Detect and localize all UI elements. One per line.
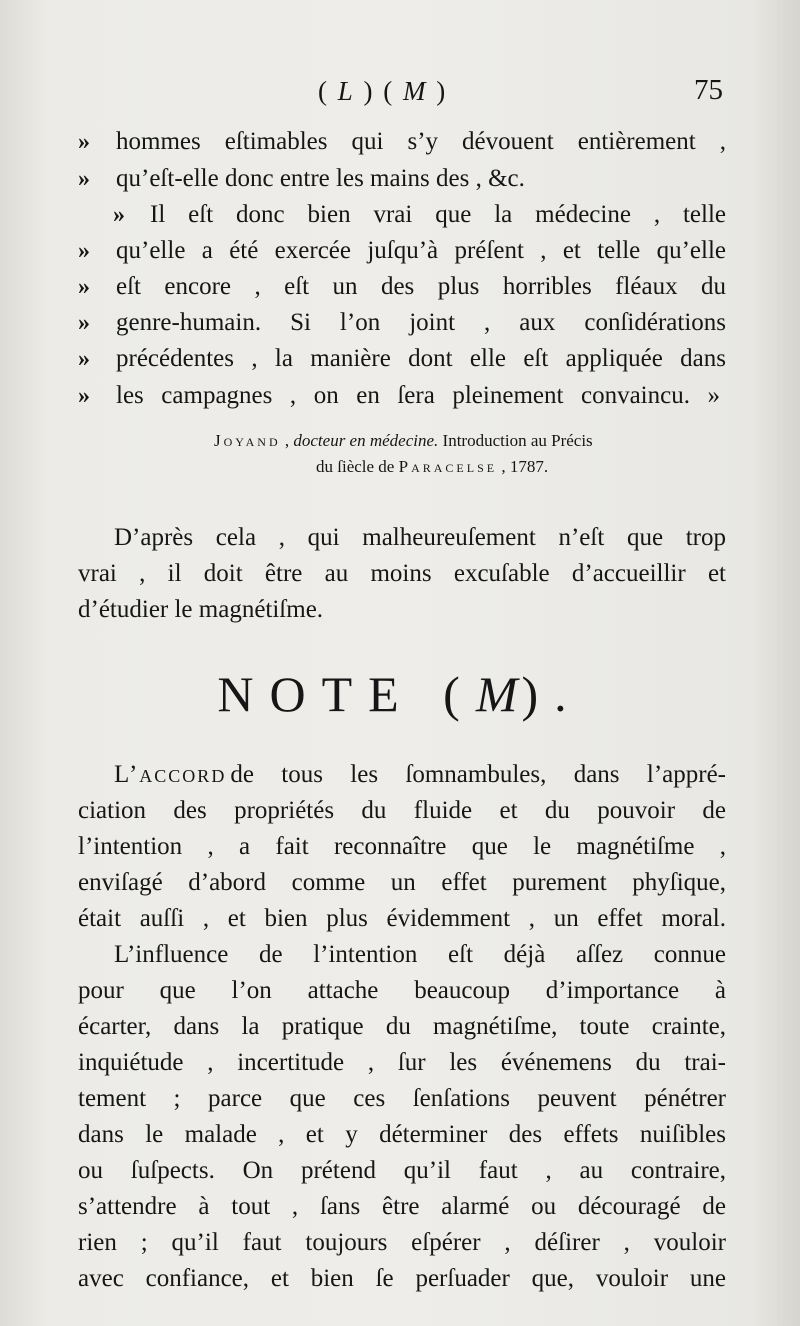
paragraph-line: pour que l’on attache beaucoup d’importance à: [78, 977, 726, 1004]
citation-author: Joyand: [214, 431, 281, 450]
quote-line: qu’eſt-elle donc entre les mains des , &c.: [116, 165, 525, 192]
page-header: [0, 72, 800, 116]
quote-line: hommes eſtimables qui s’y dévouent entièrement ,: [116, 128, 726, 155]
quote-mark: »: [78, 274, 90, 300]
paragraph-line: enviſagé d’abord comme un effet purement phyſique,: [78, 869, 726, 896]
citation-year: , 1787.: [497, 457, 549, 476]
paragraph-line: d’étudier le magnétiſme.: [78, 596, 324, 623]
running-head-m: M: [403, 76, 428, 106]
note-heading: [0, 664, 800, 724]
note-title-letter: M: [475, 666, 522, 722]
paragraph-line: avec confiance, et bien ſe perſuader que, vouloir une: [78, 1265, 726, 1292]
quote-mark: »: [78, 129, 90, 155]
quote-mark: »: [78, 166, 90, 192]
note-title-open: (: [443, 666, 476, 722]
quote-mark: »: [113, 202, 125, 228]
paragraph-line: l’intention , a fait reconnaître que le magnétiſme ,: [78, 833, 726, 860]
citation-work: Introduction au Précis: [438, 431, 593, 450]
paragraph-line: vrai , il doit être au moins excuſable d’accueillir et: [78, 560, 726, 587]
paragraph-line: tement ; parce que ces ſenſations peuvent pénétrer: [78, 1085, 726, 1112]
running-head-suffix: ): [427, 76, 448, 106]
running-head-prefix: (: [318, 76, 338, 106]
quote-line: qu’elle a été exercée juſqu’à préſent , et telle qu’elle: [116, 237, 726, 264]
paragraph-line: s’attendre à tout , ſans être alarmé ou découragé de: [78, 1193, 726, 1220]
running-head-middle: ) (: [354, 76, 404, 106]
paragraph-first-line: [114, 757, 726, 793]
paragraph-line: était auſſi , et bien plus évidemment , un effet moral.: [78, 905, 726, 932]
paragraph-line: D’après cela , qui malheureuſement n’eſt que trop: [114, 524, 726, 551]
quote-line: genre-humain. Si l’on joint , aux conſidérations: [116, 309, 726, 336]
paragraph-initial: L’accord: [114, 761, 227, 788]
paragraph-line: inquiétude , incertitude , ſur les événemens du trai-: [78, 1049, 726, 1076]
paragraph-line: rien ; qu’il faut toujours eſpérer , déſirer , vouloir: [78, 1229, 726, 1256]
citation-role: docteur en médecine.: [293, 431, 439, 450]
note-title-close: ).: [521, 666, 583, 722]
quote-mark: »: [78, 383, 90, 409]
running-head: [318, 76, 447, 107]
quote-line: Il eſt donc bien vrai que la médecine , telle: [150, 201, 726, 228]
citation-prefix: du ſiècle de: [316, 457, 399, 476]
note-title-word: NOTE: [217, 666, 415, 722]
citation-subject: Paracelse: [398, 457, 498, 476]
quote-line: eſt encore , eſt un des plus horribles fléaux du: [116, 273, 726, 300]
paragraph-line: écarter, dans la pratique du magnétiſme, toute crainte,: [78, 1013, 726, 1040]
running-head-l: L: [337, 76, 355, 106]
quote-line: précédentes , la manière dont elle eſt appliquée dans: [116, 345, 726, 372]
quote-line: les campagnes , on en ſera pleinement convaincu. »: [116, 382, 720, 409]
quote-mark: »: [78, 310, 90, 336]
citation-separator: ,: [280, 431, 294, 450]
quote-mark: »: [78, 238, 90, 264]
paragraph-line: L’influence de l’intention eſt déjà aſſez connue: [114, 941, 726, 968]
citation-line-2: [316, 454, 548, 480]
paragraph-line: ou ſuſpects. On prétend qu’il faut , au contraire,: [78, 1157, 726, 1184]
citation-line-1: [214, 428, 593, 454]
paragraph-line: ciation des propriétés du fluide et du pouvoir de: [78, 797, 726, 824]
paragraph-line: dans le malade , et y déterminer des effets nuiſibles: [78, 1121, 726, 1148]
quote-mark: »: [78, 346, 90, 372]
page-number: 75: [694, 74, 723, 106]
paragraph-line: de tous les ſomnambules, dans l’appré-: [230, 761, 726, 788]
